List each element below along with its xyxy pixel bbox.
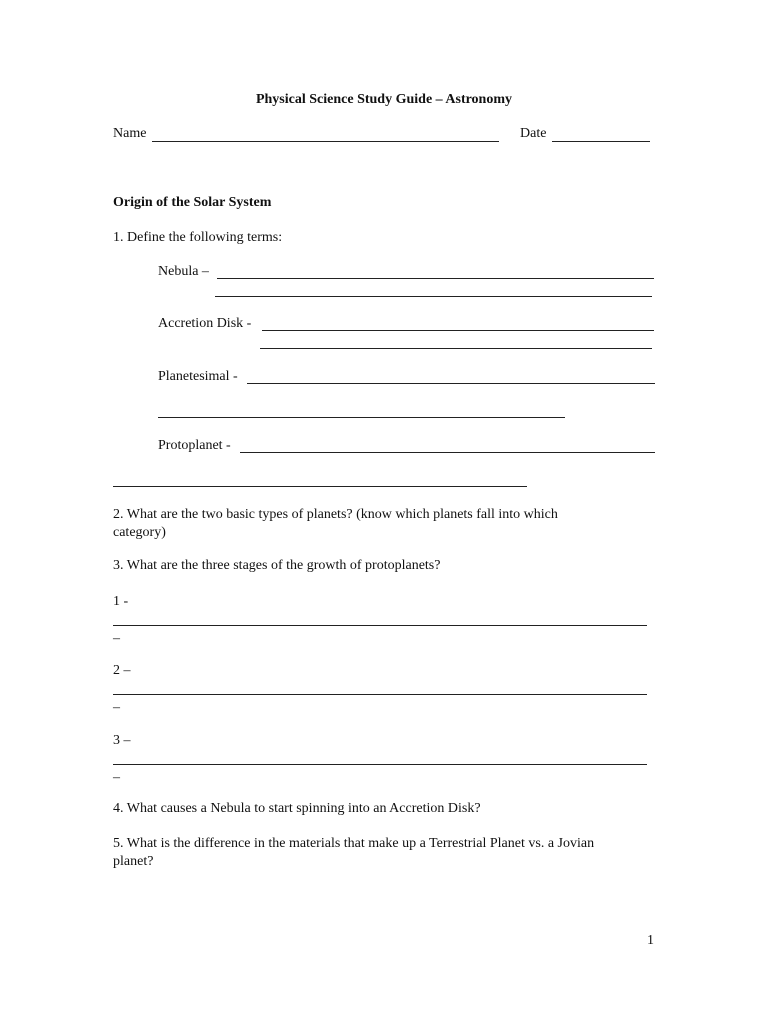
answer-line[interactable] bbox=[113, 486, 527, 487]
trailing-dash: – bbox=[113, 631, 120, 646]
stage-2-label: 2 – bbox=[113, 663, 131, 678]
trailing-dash: – bbox=[113, 700, 120, 715]
trailing-dash: – bbox=[113, 770, 120, 785]
question-3: 3. What are the three stages of the growth of protoplanets? bbox=[113, 558, 441, 573]
stage-1-label: 1 - bbox=[113, 594, 129, 609]
term-protoplanet: Protoplanet - bbox=[158, 438, 231, 453]
answer-line[interactable] bbox=[260, 348, 652, 349]
answer-line[interactable] bbox=[217, 278, 654, 279]
term-accretion-disk: Accretion Disk - bbox=[158, 316, 252, 331]
answer-line[interactable] bbox=[158, 417, 565, 418]
section-heading: Origin of the Solar System bbox=[113, 195, 272, 210]
term-nebula: Nebula – bbox=[158, 264, 209, 279]
answer-line[interactable] bbox=[240, 452, 655, 453]
name-field[interactable] bbox=[152, 141, 499, 142]
answer-line[interactable] bbox=[262, 330, 654, 331]
answer-line[interactable] bbox=[113, 694, 647, 695]
term-planetesimal: Planetesimal - bbox=[158, 369, 238, 384]
date-field[interactable] bbox=[552, 141, 650, 142]
question-4: 4. What causes a Nebula to start spinning into an Accretion Disk? bbox=[113, 801, 481, 816]
answer-line[interactable] bbox=[215, 296, 652, 297]
stage-3-label: 3 – bbox=[113, 733, 131, 748]
page-number: 1 bbox=[647, 933, 654, 948]
answer-line[interactable] bbox=[113, 625, 647, 626]
question-5-line-2: planet? bbox=[113, 854, 154, 869]
page-title: Physical Science Study Guide – Astronomy bbox=[255, 92, 513, 107]
answer-line[interactable] bbox=[113, 764, 647, 765]
date-label: Date bbox=[520, 126, 547, 141]
question-2-line-1: 2. What are the two basic types of planets? (know which planets fall into which bbox=[113, 507, 558, 522]
name-label: Name bbox=[113, 126, 147, 141]
question-2-line-2: category) bbox=[113, 525, 166, 540]
answer-line[interactable] bbox=[247, 383, 655, 384]
question-1: 1. Define the following terms: bbox=[113, 230, 283, 245]
question-5-line-1: 5. What is the difference in the materials that make up a Terrestrial Planet vs. a Jovian bbox=[113, 836, 595, 851]
